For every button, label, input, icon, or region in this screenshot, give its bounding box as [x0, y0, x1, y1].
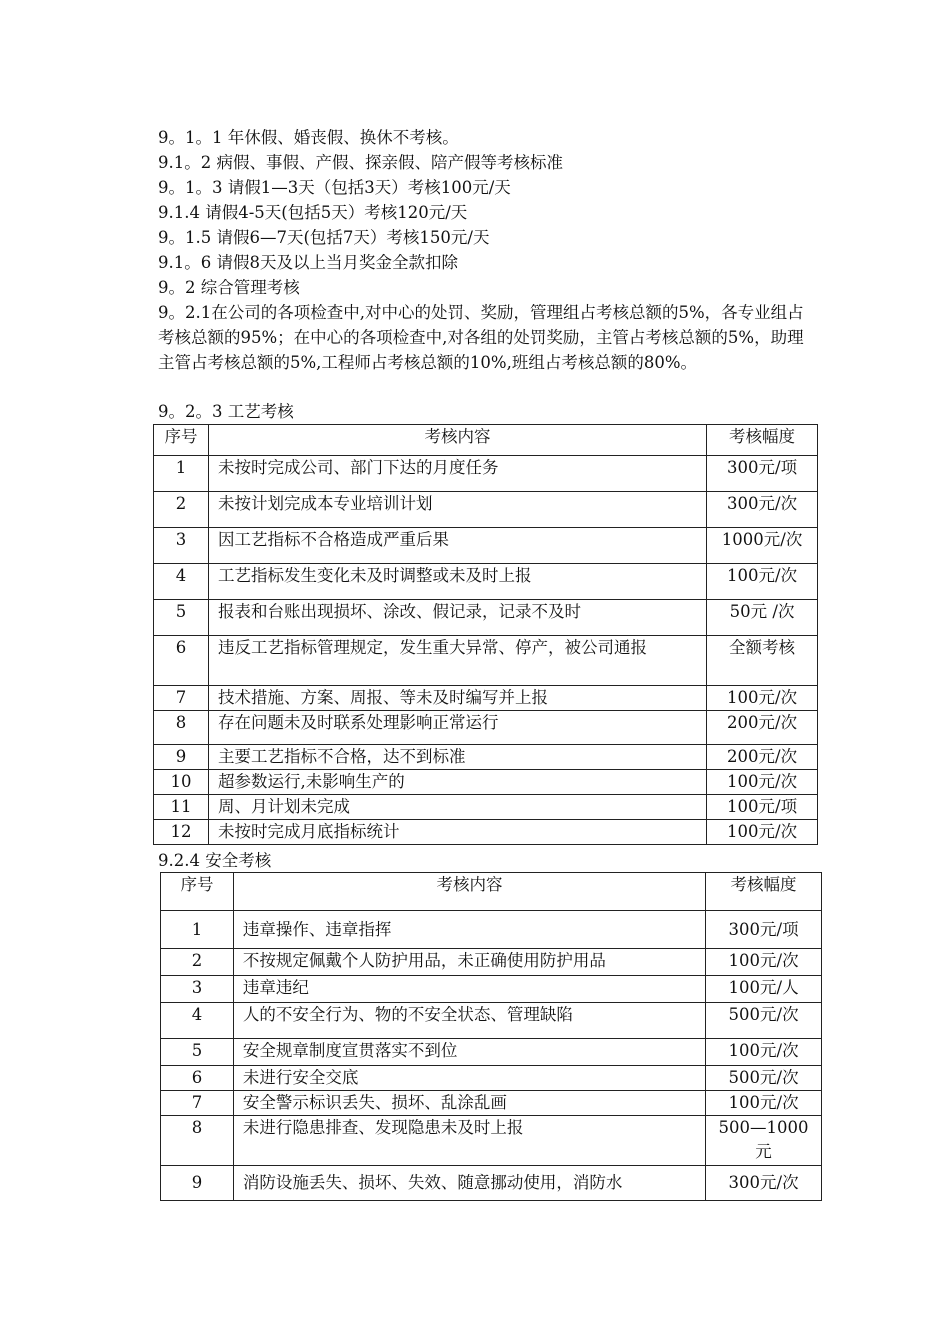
row-content: 消防设施丢失、损坏、失效、随意挪动使用，消防水 — [233, 1166, 705, 1201]
paragraph-914: 9.1.4 请假4-5天(包括5天）考核120元/天 — [158, 203, 468, 222]
row-amount: 300元/次 — [707, 492, 818, 528]
safety-assessment-table — [160, 872, 822, 1201]
row-amount: 100元/项 — [707, 795, 818, 820]
row-amount: 100元/次 — [707, 564, 818, 600]
row-amount: 100元/次 — [707, 820, 818, 845]
paragraph-921 — [126, 300, 806, 375]
row-amount: 200元/次 — [707, 711, 818, 745]
row-number: 8 — [154, 711, 209, 745]
heading-92: 9。2 综合管理考核 — [158, 278, 300, 297]
row-number: 9 — [154, 745, 209, 770]
table-row — [154, 770, 818, 795]
heading-924: 9.2.4 安全考核 — [158, 851, 272, 870]
row-content: 报表和台账出现损坏、涂改、假记录，记录不及时 — [208, 600, 706, 636]
row-amount: 1000元/次 — [707, 528, 818, 564]
row-number: 6 — [161, 1066, 234, 1091]
row-content: 人的不安全行为、物的不安全状态、管理缺陷 — [233, 1003, 705, 1039]
table-row — [154, 492, 818, 528]
row-amount: 500—1000元 — [706, 1116, 822, 1166]
row-number: 2 — [161, 949, 234, 976]
row-content: 工艺指标发生变化未及时调整或未及时上报 — [208, 564, 706, 600]
paragraph-913: 9。1。3 请假1—3天（包括3天）考核100元/天 — [158, 178, 511, 197]
table-row — [161, 1091, 822, 1116]
row-content: 超参数运行,未影响生产的 — [208, 770, 706, 795]
table-row — [161, 1066, 822, 1091]
paragraph-921-text: 9。2.1在公司的各项检查中,对中心的处罚、奖励，管理组占考核总额的5%，各专业组占考核总额的95%；在中心的各项检查中,对各组的处罚奖励，主管占考核总额的5%，助理主管占考核总额的5%,工程师占考核总额的10%,班组占考核总额的80%。 — [158, 303, 804, 372]
row-number: 9 — [161, 1166, 234, 1201]
row-amount: 500元/次 — [706, 1066, 822, 1091]
row-content: 违章操作、违章指挥 — [233, 911, 705, 949]
row-amount: 200元/次 — [707, 745, 818, 770]
heading-923: 9。2。3 工艺考核 — [158, 402, 294, 421]
row-number: 1 — [161, 911, 234, 949]
table-row — [154, 820, 818, 845]
row-amount: 100元/人 — [706, 976, 822, 1003]
table-row — [154, 711, 818, 745]
table-row — [161, 949, 822, 976]
header-cell: 序号 — [154, 425, 209, 456]
row-amount: 100元/次 — [706, 1039, 822, 1066]
header-cell: 序号 — [161, 873, 234, 911]
row-amount: 300元/次 — [706, 1166, 822, 1201]
row-content: 违反工艺指标管理规定，发生重大异常、停产，被公司通报 — [208, 636, 706, 686]
row-amount: 50元 /次 — [707, 600, 818, 636]
row-number: 7 — [161, 1091, 234, 1116]
table-row — [161, 976, 822, 1003]
table-row — [161, 911, 822, 949]
table-row — [154, 795, 818, 820]
paragraph-915: 9。1.5 请假6—7天(包括7天）考核150元/天 — [158, 228, 490, 247]
row-content: 未按计划完成本专业培训计划 — [208, 492, 706, 528]
row-content: 周、月计划未完成 — [208, 795, 706, 820]
row-amount: 300元/项 — [707, 456, 818, 492]
row-number: 1 — [154, 456, 209, 492]
table-row — [161, 1166, 822, 1201]
table-row — [154, 528, 818, 564]
row-number: 10 — [154, 770, 209, 795]
row-number: 7 — [154, 686, 209, 711]
row-amount: 500元/次 — [706, 1003, 822, 1039]
table-row — [154, 636, 818, 686]
row-number: 6 — [154, 636, 209, 686]
row-number: 4 — [161, 1003, 234, 1039]
table-row — [154, 564, 818, 600]
header-cell: 考核内容 — [233, 873, 705, 911]
row-content: 安全警示标识丢失、损坏、乱涂乱画 — [233, 1091, 705, 1116]
table-row — [161, 1003, 822, 1039]
row-content: 不按规定佩戴个人防护用品，未正确使用防护用品 — [233, 949, 705, 976]
row-content: 未按时完成月底指标统计 — [208, 820, 706, 845]
table-row — [154, 686, 818, 711]
row-content: 未按时完成公司、部门下达的月度任务 — [208, 456, 706, 492]
table-header-row — [161, 873, 822, 911]
row-number: 4 — [154, 564, 209, 600]
table-header-row — [154, 425, 818, 456]
paragraph-911: 9。1。1 年休假、婚丧假、换休不考核。 — [158, 128, 459, 147]
row-amount: 100元/次 — [706, 1091, 822, 1116]
row-content: 未进行隐患排查、发现隐患未及时上报 — [233, 1116, 705, 1166]
paragraph-912: 9.1。2 病假、事假、产假、探亲假、陪产假等考核标准 — [158, 153, 563, 172]
row-number: 5 — [154, 600, 209, 636]
table-row — [154, 600, 818, 636]
row-number: 5 — [161, 1039, 234, 1066]
table-row — [154, 745, 818, 770]
process-assessment-table — [153, 424, 818, 845]
table-row — [161, 1116, 822, 1166]
row-number: 3 — [154, 528, 209, 564]
row-number: 11 — [154, 795, 209, 820]
table-row — [154, 456, 818, 492]
row-amount: 300元/项 — [706, 911, 822, 949]
row-content: 未进行安全交底 — [233, 1066, 705, 1091]
row-number: 8 — [161, 1116, 234, 1166]
paragraph-916: 9.1。6 请假8天及以上当月奖金全款扣除 — [158, 253, 458, 272]
header-cell: 考核幅度 — [706, 873, 822, 911]
row-content: 技术措施、方案、周报、等未及时编写并上报 — [208, 686, 706, 711]
row-number: 2 — [154, 492, 209, 528]
row-content: 违章违纪 — [233, 976, 705, 1003]
row-content: 主要工艺指标不合格，达不到标准 — [208, 745, 706, 770]
row-content: 安全规章制度宣贯落实不到位 — [233, 1039, 705, 1066]
header-cell: 考核幅度 — [707, 425, 818, 456]
row-amount: 全额考核 — [707, 636, 818, 686]
row-amount: 100元/次 — [707, 686, 818, 711]
row-amount: 100元/次 — [706, 949, 822, 976]
header-cell: 考核内容 — [208, 425, 706, 456]
row-content: 因工艺指标不合格造成严重后果 — [208, 528, 706, 564]
row-content: 存在问题未及时联系处理影响正常运行 — [208, 711, 706, 745]
table-row — [161, 1039, 822, 1066]
row-amount: 100元/次 — [707, 770, 818, 795]
row-number: 12 — [154, 820, 209, 845]
row-number: 3 — [161, 976, 234, 1003]
